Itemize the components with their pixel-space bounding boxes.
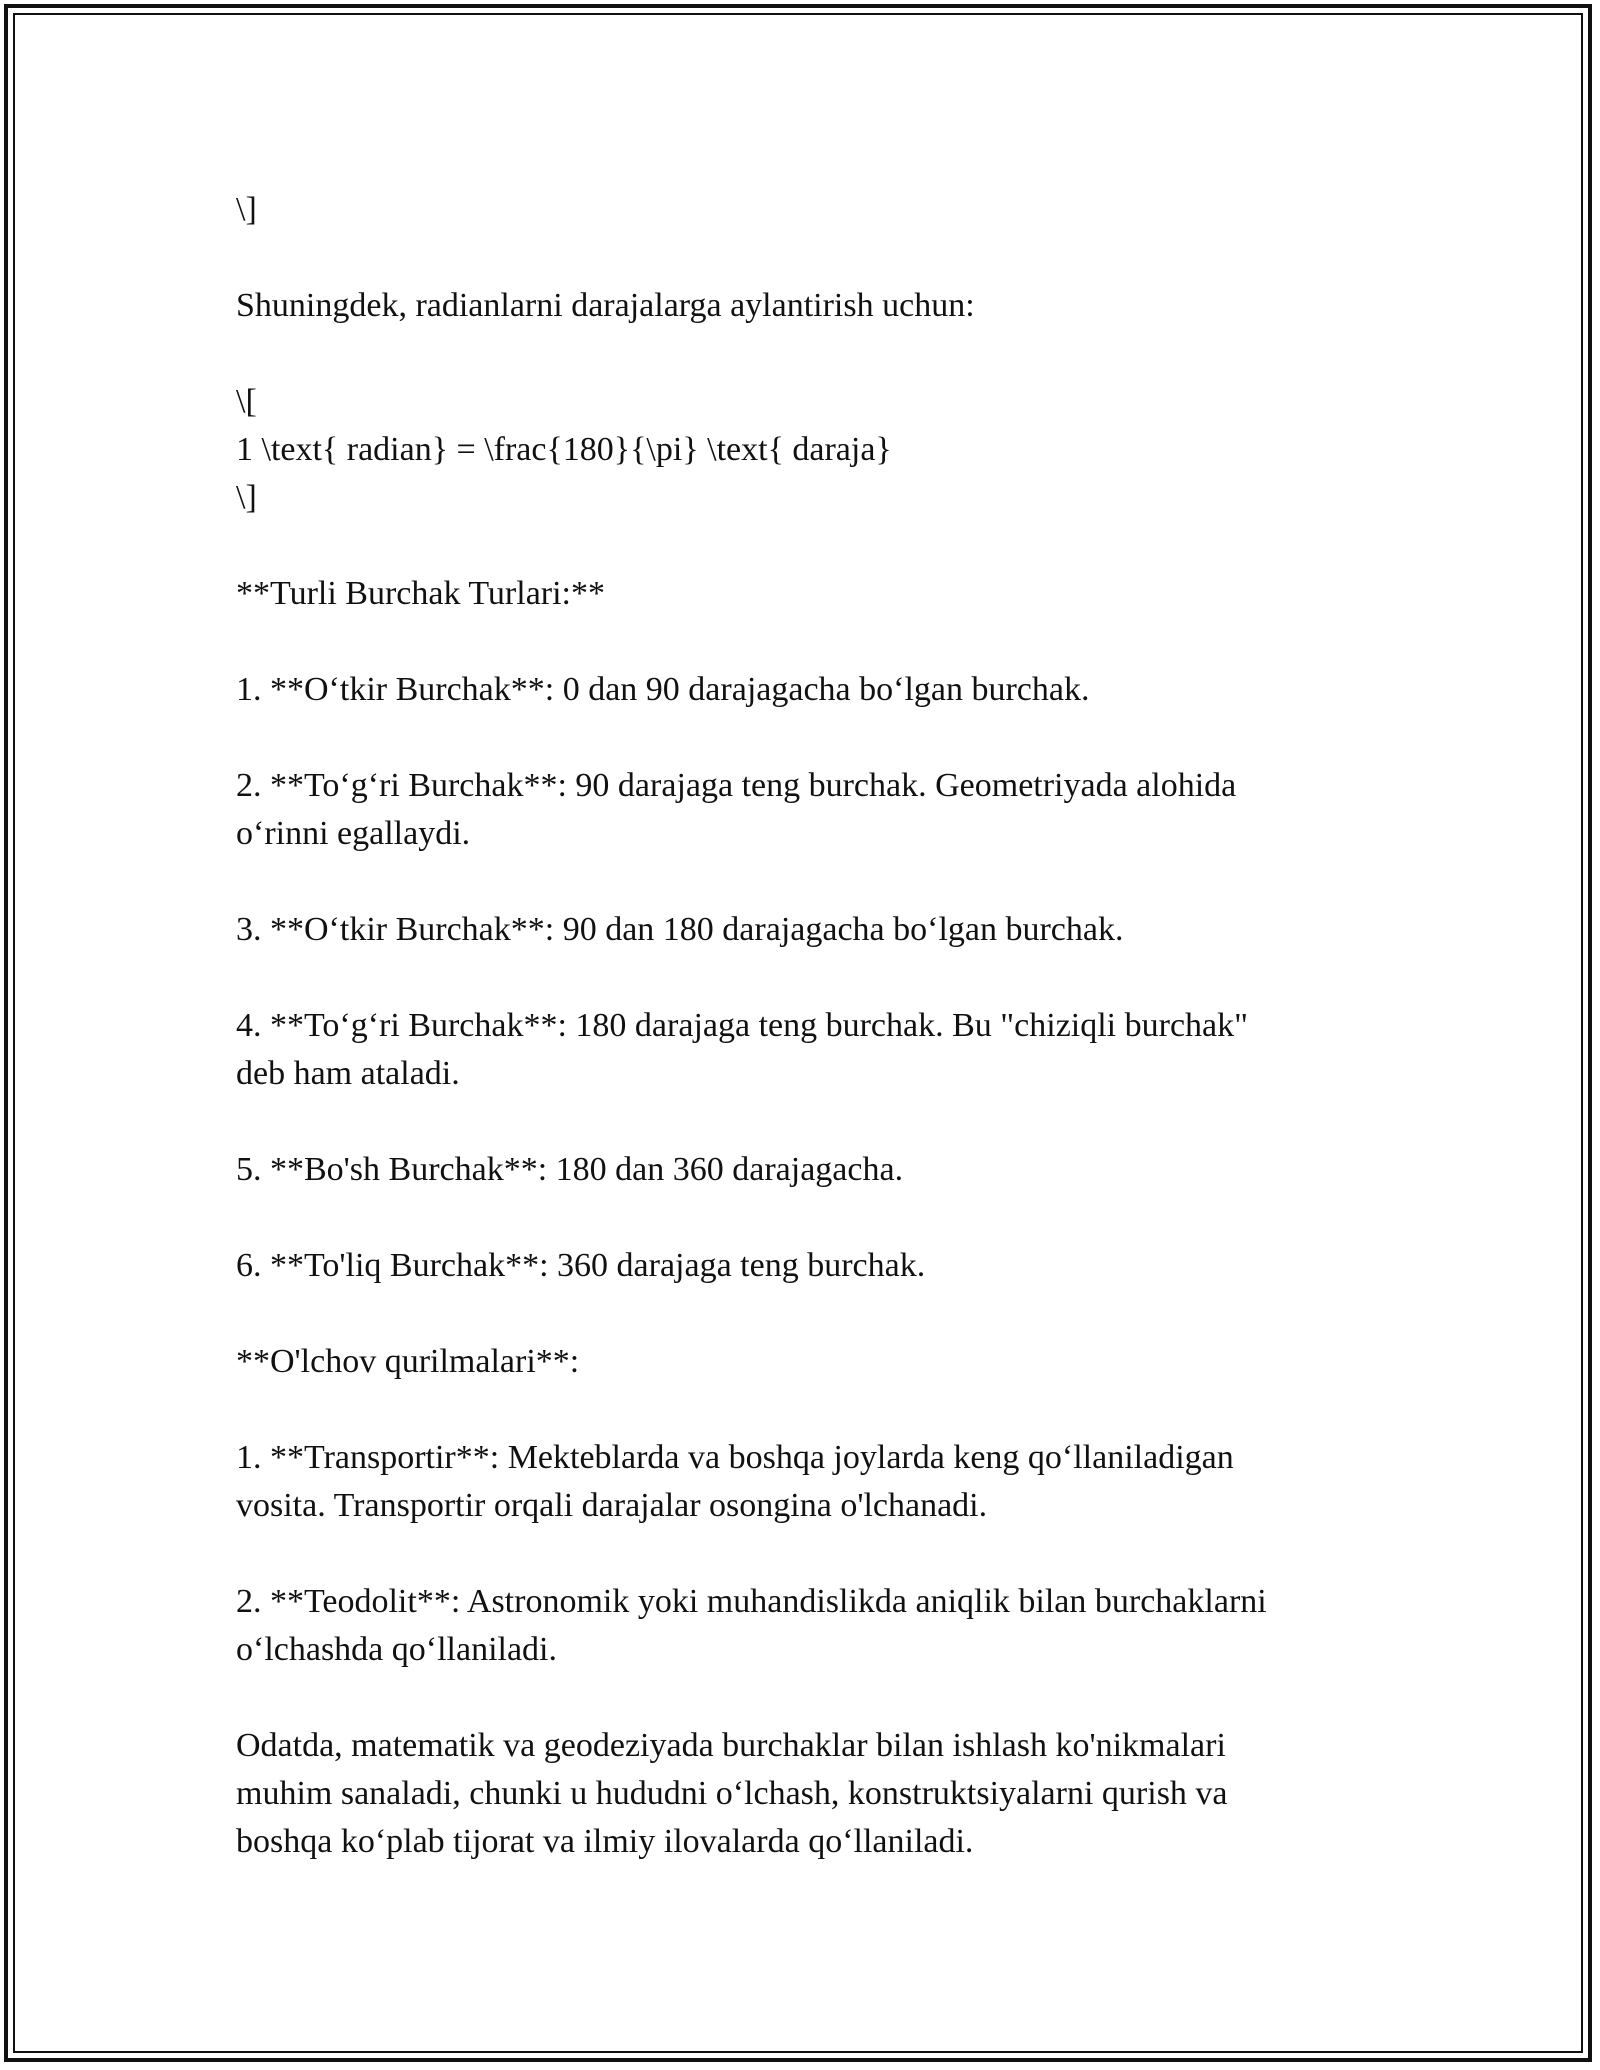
blank-line [236, 954, 1376, 1002]
document-page [236, 186, 1376, 1866]
closing-paragraph: Odatda, matematik va geodeziyada burchaklar bilan ishlash ko'nikmalari [236, 1727, 1226, 1764]
list-item-continuation: deb ham ataladi. [236, 1055, 460, 1092]
list-item: 6. **To'liq Burchak**: 360 darajaga teng burchak. [236, 1247, 926, 1284]
blank-line [236, 1194, 1376, 1242]
list-item-continuation: o‘lchashda qo‘llaniladi. [236, 1631, 558, 1668]
closing-paragraph: muhim sanaladi, chunki u hududni o‘lchash, konstruktsiyalarni qurish va [236, 1775, 1228, 1812]
blank-line [236, 522, 1376, 570]
blank-line [236, 330, 1376, 378]
list-item: 2. **Teodolit**: Astronomik yoki muhandislikda aniqlik bilan burchaklarni [236, 1583, 1267, 1620]
blank-line [236, 1386, 1376, 1434]
list-item: 1. **O‘tkir Burchak**: 0 dan 90 darajagacha bo‘lgan burchak. [236, 671, 1090, 708]
math-formula: 1 \text{ radian} = \frac{180}{\pi} \text{ daraja} [236, 431, 892, 468]
blank-line [236, 1290, 1376, 1338]
list-item-continuation: o‘rinni egallaydi. [236, 815, 471, 852]
list-item: 3. **O‘tkir Burchak**: 90 dan 180 darajagacha bo‘lgan burchak. [236, 911, 1124, 948]
blank-line [236, 618, 1376, 666]
blank-line [236, 1530, 1376, 1578]
blank-line [236, 1674, 1376, 1722]
blank-line [236, 234, 1376, 282]
list-item-continuation: vosita. Transportir orqali darajalar osongina o'lchanadi. [236, 1487, 988, 1524]
list-item: 2. **To‘g‘ri Burchak**: 90 darajaga teng burchak. Geometriyada alohida [236, 767, 1237, 804]
blank-line [236, 714, 1376, 762]
math-close-bracket: \] [236, 479, 257, 516]
closing-paragraph: boshqa ko‘plab tijorat va ilmiy ilovalarda qo‘llaniladi. [236, 1823, 974, 1860]
math-close-bracket: \] [236, 191, 257, 228]
blank-line [236, 1098, 1376, 1146]
list-item: 5. **Bo'sh Burchak**: 180 dan 360 darajagacha. [236, 1151, 904, 1188]
section-heading: **Turli Burchak Turlari:** [236, 575, 606, 612]
list-item: 1. **Transportir**: Mekteblarda va boshqa joylarda keng qo‘llaniladigan [236, 1439, 1234, 1476]
intro-paragraph: Shuningdek, radianlarni darajalarga aylantirish uchun: [236, 287, 975, 324]
math-open-bracket: \[ [236, 383, 257, 420]
blank-line [236, 858, 1376, 906]
section-heading: **O'lchov qurilmalari**: [236, 1343, 580, 1380]
list-item: 4. **To‘g‘ri Burchak**: 180 darajaga teng burchak. Bu "chiziqli burchak" [236, 1007, 1249, 1044]
